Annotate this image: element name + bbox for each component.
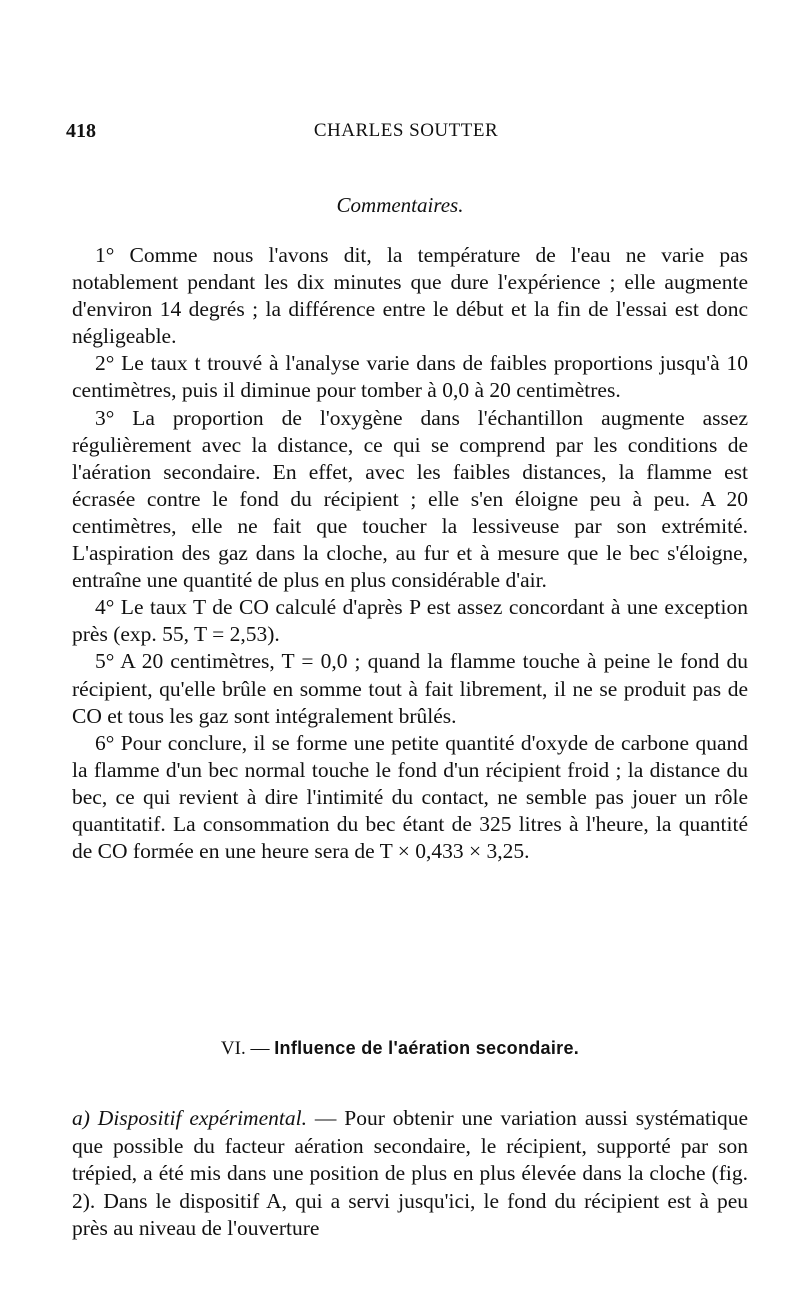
- page-header: [66, 120, 746, 150]
- paragraph-3: 3° La proportion de l'oxygène dans l'échantillon augmente assez régulièrement avec la distance, ce qui se comprend par les conditions de l'aération secondaire. En effet, avec les faibles distances, la flamme est écrasée contre le fond du récipient ; elle s'en éloigne peu à peu. A 20 centimètres, elle ne fait que toucher la lessiveuse par son extrémité. L'aspiration des gaz dans la cloche, au fur et à mesure que le bec s'éloigne, entraîne une quantité de plus en plus considérable d'air.: [72, 405, 748, 593]
- paragraph-4: 4° Le taux T de CO calculé d'après P est assez concordant à une exception près (exp. 55, T = 2,53).: [72, 595, 748, 647]
- section-heading-title: Influence de l'aération secondaire.: [274, 1038, 580, 1058]
- final-paragraph-body: — Pour obtenir une variation aussi systématique que possible du facteur aération secondaire, le récipient, supporté par son trépied, a été mis dans une position de plus en plus élevée dans la cloche (fig. 2). Dans le dispositif A, qui a servi jusqu'ici, le fond du récipient est à peu près au niveau de l'ouverture: [72, 1106, 748, 1240]
- final-paragraph-lead: a) Dispositif expérimental.: [72, 1106, 307, 1130]
- paragraph-6: 6° Pour conclure, il se forme une petite quantité d'oxyde de carbone quand la flamme d'un bec normal touche le fond d'un récipient froid ; la distance du bec, ce qui revient à dire l'intimité du contact, ne semble pas jouer un rôle quantitatif. La consommation du bec étant de 325 litres à l'heure, la quantité de CO formée en une heure sera de T × 0,433 × 3,25.: [72, 730, 748, 864]
- section-heading: [0, 1038, 800, 1060]
- final-paragraph: [72, 1105, 748, 1243]
- section-subtitle: Commentaires.: [336, 193, 464, 217]
- paragraph-5: 5° A 20 centimètres, T = 0,0 ; quand la flamme touche à peine le fond du récipient, qu'elle brûle en somme tout à fait librement, il ne se produit pas de CO et tous les gaz sont intégralement brûlés.: [72, 649, 748, 728]
- page-number: 418: [66, 120, 96, 142]
- paragraph-1: 1° Comme nous l'avons dit, la température de l'eau ne varie pas notablement pendant les dix minutes que dure l'expérience ; elle augmente d'environ 14 degrés ; la différence entre le début et la fin de l'essai est donc négligeable.: [72, 243, 748, 349]
- running-head: CHARLES SOUTTER: [313, 120, 499, 141]
- commentary-body: [72, 242, 748, 865]
- paragraph-2: 2° Le taux t trouvé à l'analyse varie dans de faibles proportions jusqu'à 10 centimètres, puis il diminue pour tomber à 0,0 à 20 centimètres.: [72, 351, 748, 403]
- section-heading-number: VI. —: [220, 1038, 275, 1059]
- final-paragraph-text: [72, 1105, 748, 1243]
